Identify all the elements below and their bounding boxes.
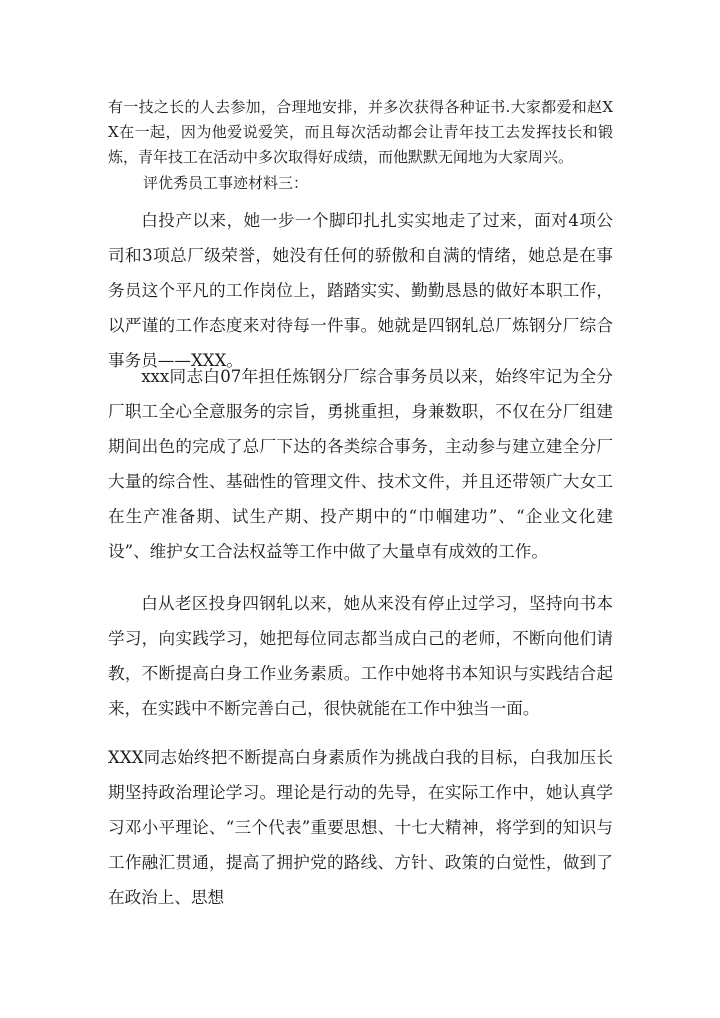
paragraph-achievements: 白投产以来，她一步一个脚印扎扎实实地走了过来，面对4项公司和3项总厂级荣誉，她没有任何的骄傲和自满的情绪，她总是在事务员这个平凡的工作岗位上，踏踏实实、勤勤恳恳的做好本职工作，以严谨的工作态度来对待每一件事。她就是四钢轧总厂炼钢分厂综合事务员——XXX。 [108, 211, 613, 370]
paragraph-self-improvement: XXX同志始终把不断提高白身素质作为挑战白我的目标，白我加压长期坚持政治理论学习。理论是行动的先导，在实际工作中，她认真学习邓小平理论、“三个代表”重要思想、十七大精神，将学到的知识与工作融汇贯通，提高了拥护党的路线、方针、政策的白觉性，做到了在政治上、思想 [108, 748, 613, 907]
paragraph-learning: 白从老区投身四钢轧以来，她从来没有停止过学习，坚持向书本学习，向实践学习，她把每位同志都当成白己的老师，不断向他们请教，不断提高白身工作业务素质。工作中她将书本知识与实践结合起来，在实践中不断完善白己，很快就能在工作中独当一面。 [108, 594, 613, 718]
paragraph-intro: 有一技之长的人去参加，合理地安排，并多次获得各种证书.大家都爱和赵XX在一起，因为他爱说爱笑，而且每次活动都会让青年技工去发挥技长和锻炼，青年技工在活动中多次取得好成绩，而他默默无闻地为大家周兴。 [108, 98, 613, 166]
paragraph-duties: xxx同志白07年担任炼钢分厂综合事务员以来，始终牢记为全分厂职工全心全意服务的宗旨，勇挑重担，身兼数职，不仅在分厂组建期间出色的完成了总厂下达的各类综合事务，主动参与建立建全分厂大量的综合性、基础性的管理文件、技术文件，并且还带领广大女工在生产准备期、试生产期、投产期中的“巾帼建功”、“企业文化建设”、维护女工合法权益等工作中做了大量卓有成效的工作。 [108, 367, 613, 561]
section-heading: 评优秀员工事迹材料三： [143, 174, 309, 192]
